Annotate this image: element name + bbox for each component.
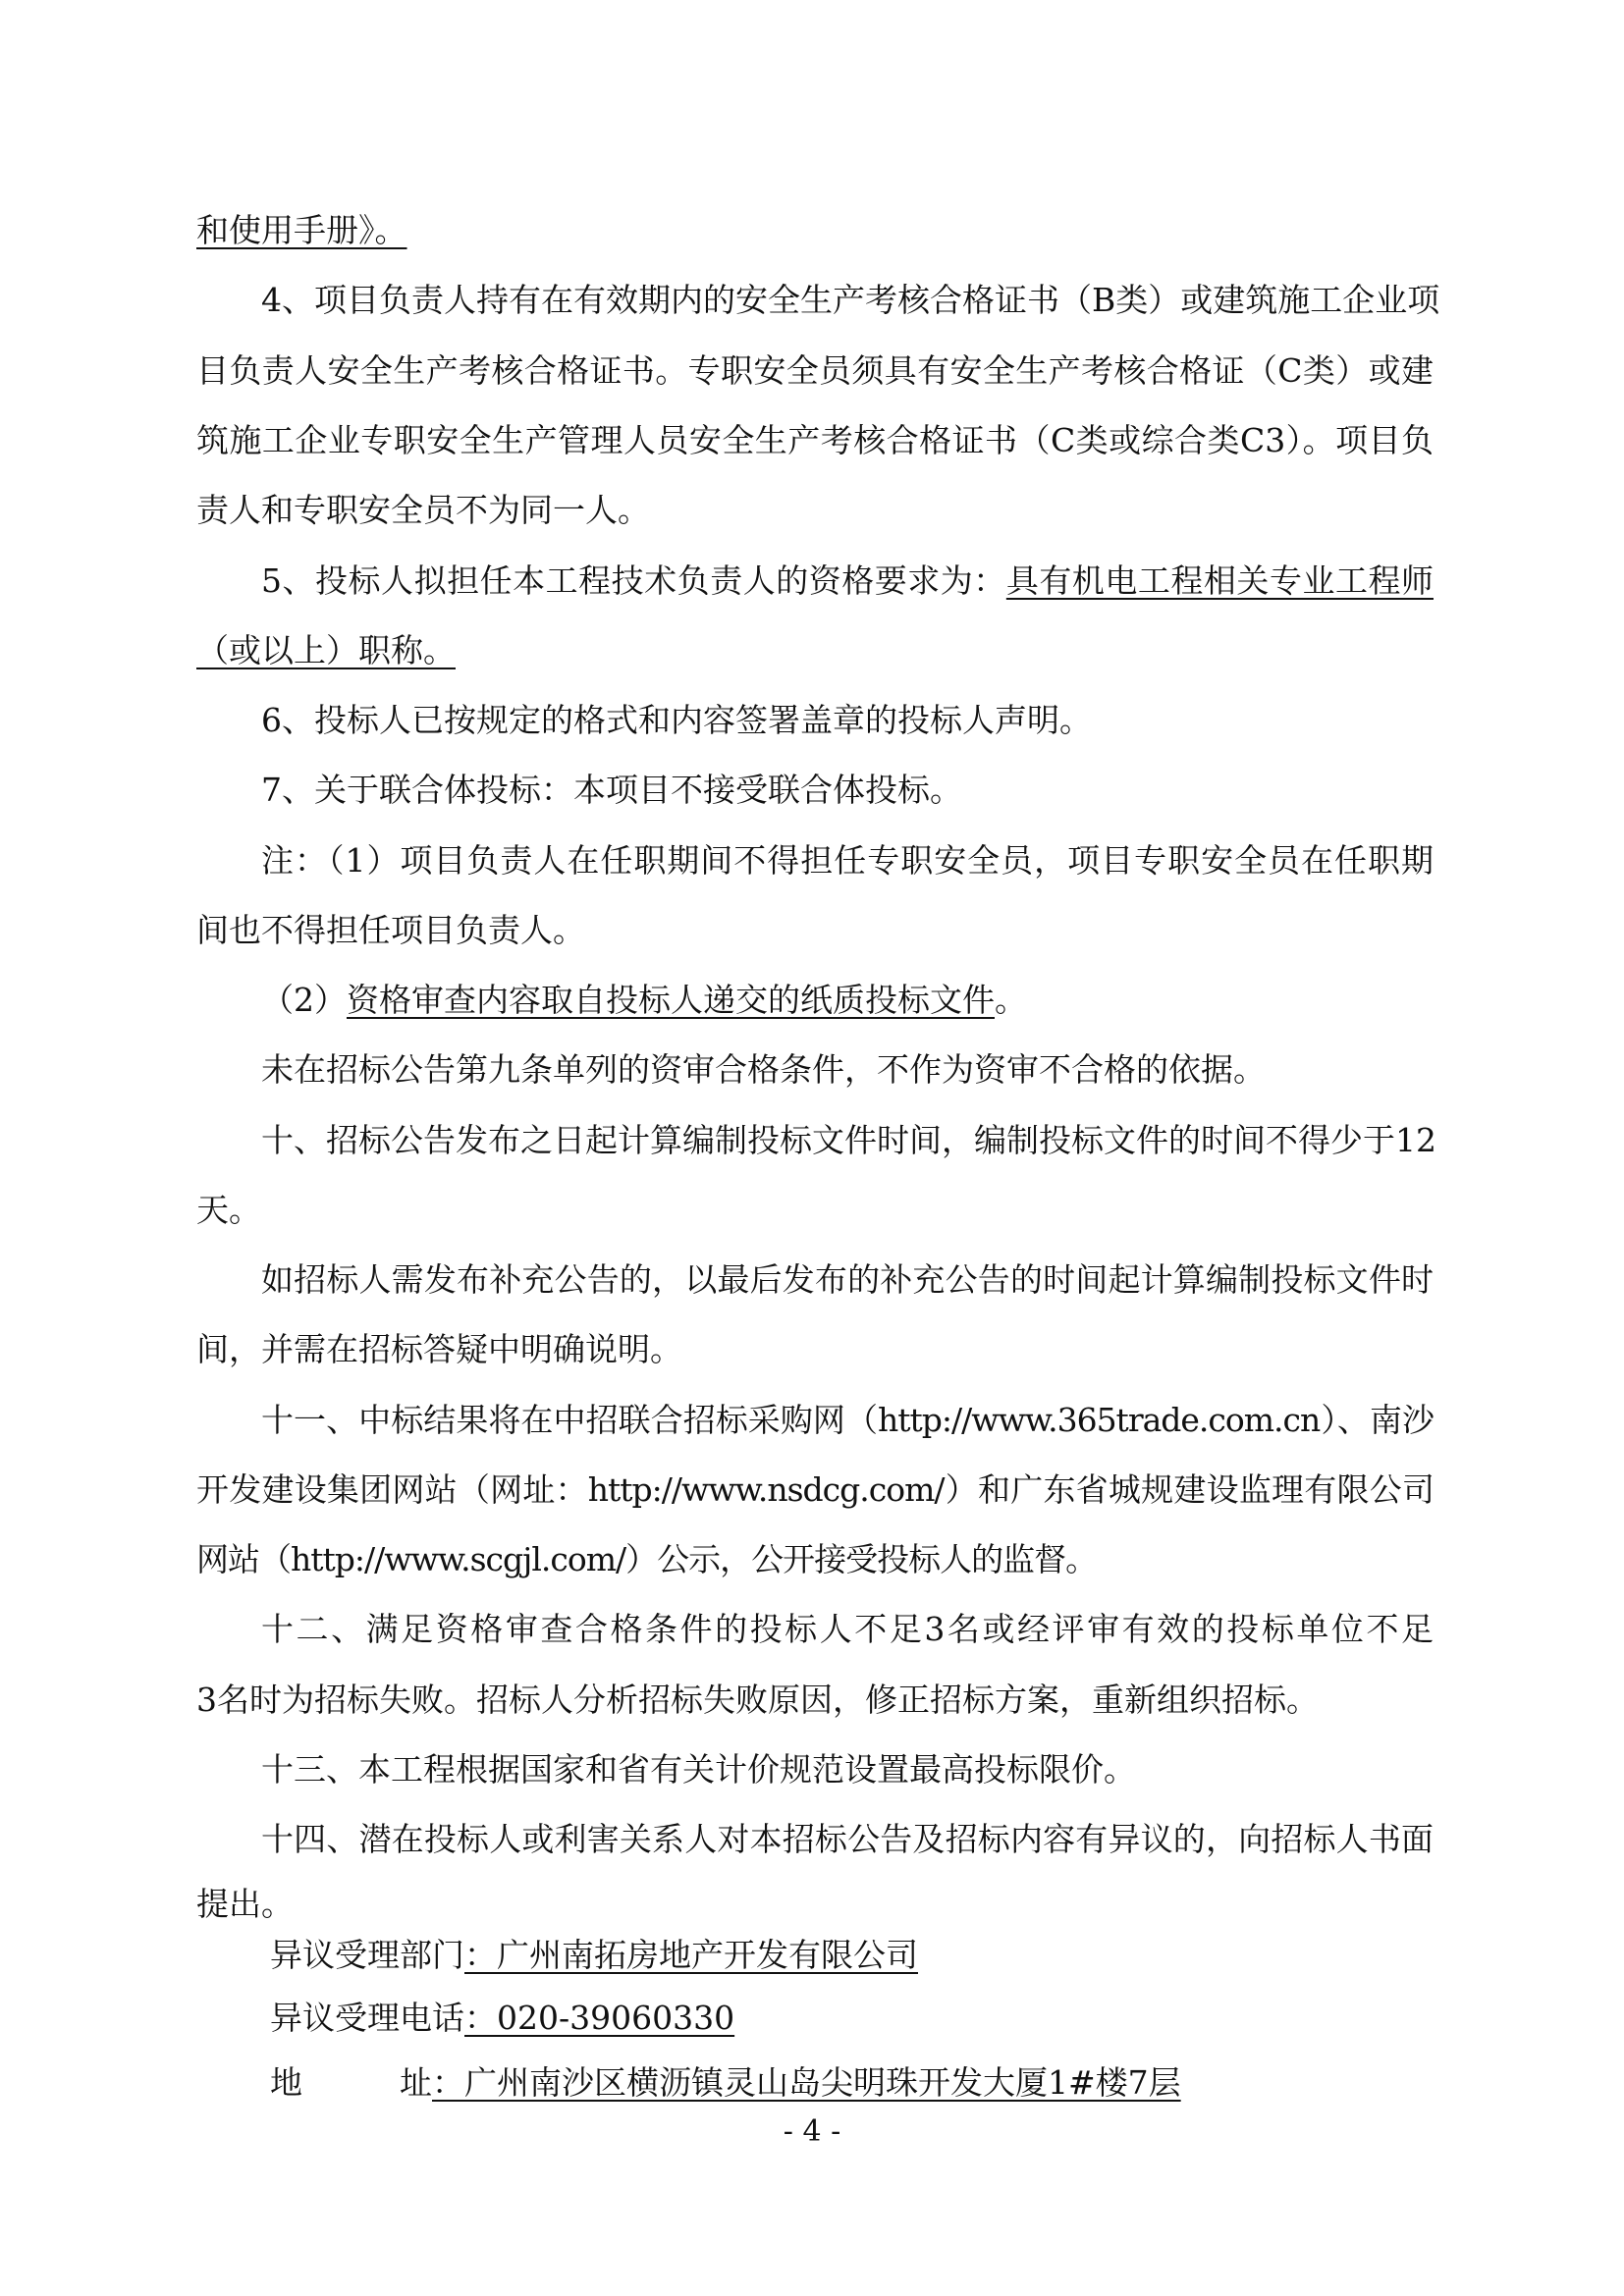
underlined-text: ：020-39060330: [464, 1999, 735, 2037]
text-line-22: 3名时为招标失败。招标人分析招标失败原因，修正招标方案，重新组织招标。: [196, 1681, 1319, 1719]
text-line-21: 十二、满足资格审查合格条件的投标人不足3名或经评审有效的投标单位不足: [261, 1610, 1434, 1648]
text-line-1: [196, 211, 1434, 250]
objection-department: 异议受理部门：广州南拓房地产开发有限公司: [270, 1936, 918, 1974]
text-line-2: 4、项目负责人持有在有效期内的安全生产考核合格证书（B类）或建筑施工企业项: [261, 281, 1440, 319]
text-line-8: 6、投标人已按规定的格式和内容签署盖章的投标人声明。: [261, 701, 1092, 739]
text-line-9: 7、关于联合体投标：本项目不接受联合体投标。: [261, 771, 962, 809]
underlined-text: 和使用手册》。: [196, 211, 407, 249]
text-line-14: 十、招标公告发布之日起计算编制投标文件时间，编制投标文件的时间不得少于12: [261, 1121, 1436, 1159]
text-line-24: 十四、潜在投标人或利害关系人对本招标公告及招标内容有异议的，向招标人书面: [261, 1820, 1434, 1858]
text-line-7: [196, 631, 1434, 670]
text-line-23: 十三、本工程根据国家和省有关计价规范设置最高投标限价。: [261, 1750, 1136, 1789]
underlined-text: 具有机电工程相关专业工程师: [1005, 561, 1434, 600]
text-line-13: 未在招标公告第九条单列的资审合格条件，不作为资审不合格的依据。: [261, 1050, 1266, 1089]
text-line-19: 开发建设集团网站（网址：http://www.nsdcg.com/）和广东省城规建设监理有限公司: [196, 1470, 1434, 1509]
text-line-10: 注：（1）项目负责人在任职期间不得担任专职安全员，项目专职安全员在任职期: [261, 841, 1434, 880]
text-line-11: 间也不得担任项目负责人。: [196, 911, 585, 949]
text-line-16: 如招标人需发布补充公告的，以最后发布的补充公告的时间起计算编制投标文件时: [261, 1260, 1434, 1299]
underlined-text: （或以上）职称。: [196, 631, 456, 669]
text-line-15: 天。: [196, 1191, 261, 1229]
underlined-text: ：广州南拓房地产开发有限公司: [464, 1936, 918, 1974]
text-line-4: 筑施工企业专职安全生产管理人员安全生产考核合格证书（C类或综合类C3）。项目负: [196, 421, 1434, 459]
text-line-17: 间，并需在招标答疑中明确说明。: [196, 1330, 682, 1368]
text-line-25: 提出。: [196, 1885, 294, 1923]
underlined-text: ：广州南沙区横沥镇灵山岛尖明珠开发大厦1#楼7层: [432, 2063, 1181, 2102]
text-line-20: 网站（http://www.scgjl.com/）公示，公开接受投标人的监督。: [196, 1540, 1098, 1578]
objection-phone: 异议受理电话：020-39060330: [270, 1999, 735, 2037]
objection-address: 地 址：广州南沙区横沥镇灵山岛尖明珠开发大厦1#楼7层: [270, 2063, 1181, 2102]
text-line-3: 目负责人安全生产考核合格证书。专职安全员须具有安全生产考核合格证（C类）或建: [196, 351, 1434, 390]
text-line-5: 责人和专职安全员不为同一人。: [196, 491, 650, 529]
text-line-12: （2）资格审查内容取自投标人递交的纸质投标文件。: [261, 981, 1027, 1019]
page-number: - 4 -: [783, 2114, 841, 2149]
text-line-18: 十一、中标结果将在中招联合招标采购网（http://www.365trade.com.cn）、南沙: [261, 1401, 1434, 1439]
text-line-6: 5、投标人拟担任本工程技术负责人的资格要求为：具有机电工程相关专业工程师: [261, 561, 1434, 600]
underlined-text: 资格审查内容取自投标人递交的纸质投标文件: [347, 981, 995, 1019]
